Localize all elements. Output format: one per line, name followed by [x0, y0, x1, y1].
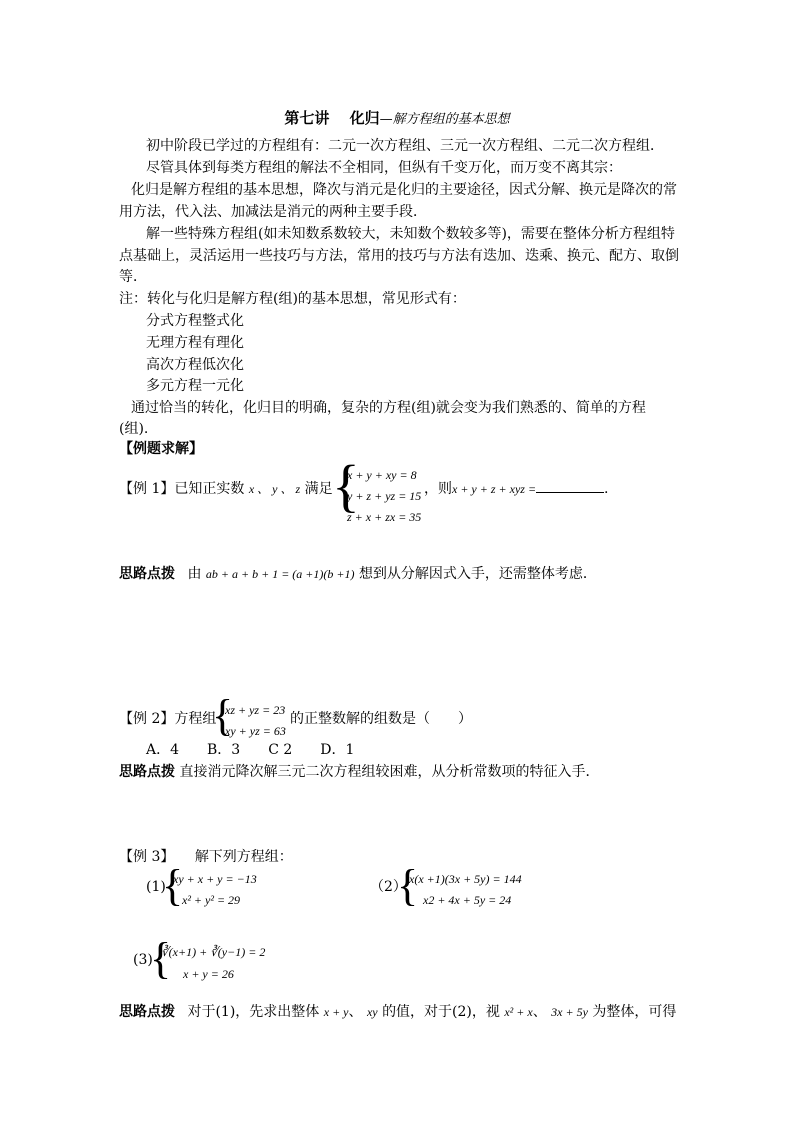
hint2-text: 直接消元降次解三元二次方程组较困难，从分析常数项的特征入手． [179, 764, 600, 780]
title-sub: —解方程组的基本思想 [379, 112, 510, 127]
ex3-p3-eq-2: x + y = 26 [183, 967, 234, 981]
intro-line-1: 初中阶段已学过的方程组有：二元一次方程组、三元一次方程组、二元二次方程组． [146, 138, 664, 154]
ex3-p2-label: （2） [370, 879, 407, 895]
hint2-label: 思路点拨 [119, 764, 175, 780]
note-item: 高次方程低次化 [146, 357, 244, 373]
ex1-target: x + y + z + xyz = [452, 482, 537, 496]
ex1-period: . [604, 481, 609, 497]
ex1-text-c: ，则 [424, 481, 452, 497]
ex2-system [225, 700, 286, 742]
hint1 [119, 563, 597, 585]
ex3-p3-brace: { [150, 934, 172, 983]
ex2-label: 【例 2】 [119, 711, 175, 727]
ex1-label: 【例 1】 [119, 481, 175, 497]
title-main: 第七讲 化归 [284, 109, 380, 127]
ex3-p2-eq-1: x(x +1)(3x + 5y) = 144 [409, 872, 522, 886]
ex3-p2-eq-2: x2 + 4x + 5y = 24 [423, 893, 512, 907]
note-item: 无理方程有理化 [146, 335, 244, 351]
hint1-label: 思路点拨 [119, 566, 175, 582]
note-tail-2: (组). [119, 421, 149, 437]
ex3-p3-eq-1: ∛(x+1) + ∛(y−1) = 2 [161, 945, 266, 959]
ex1-vars: x 、 y 、 z [248, 482, 301, 496]
hint3-text-c: 为整体，可得 [592, 1004, 677, 1020]
hint1-math: ab + a + b + 1 = (a +1)(b +1) [205, 567, 355, 581]
ex1-eq-3: z + x + zx = 35 [347, 510, 422, 524]
ex3-p1-system [173, 869, 257, 911]
hint1-text-b: 想到从分解因式入手，还需整体考虑． [358, 566, 597, 582]
hint3-math-3: x² + x [504, 1005, 533, 1019]
hint3 [119, 1001, 676, 1023]
ex3-p1-label: (1) [146, 879, 166, 895]
ex3-p3-system [161, 941, 265, 985]
ex1-text [119, 478, 333, 500]
ex3-p1-eq-1: xy + x + y = −13 [173, 872, 257, 886]
section-header: 【例题求解】 [119, 441, 203, 457]
intro-line-4: 用方法，代入法、加减法是消元的两种主要手段． [119, 204, 427, 220]
ex1-text-a: 已知正实数 [174, 481, 245, 497]
ex2-text-a: 方程组 [174, 711, 217, 727]
ex1-eq-1: x + y + xy = 8 [347, 468, 417, 482]
intro-line-6: 点基础上，灵活运用一些技巧与方法，常用的技巧与方法有迭加、迭乘、换元、配方、取倒 [119, 248, 679, 264]
ex2-text [119, 708, 216, 730]
hint3-math-4: 3x + 5y [551, 1005, 588, 1019]
ex2-text-b: 的正整数解的组数是（ ） [290, 711, 472, 727]
hint3-math-2: xy [366, 1005, 378, 1019]
ex3-p2-brace: { [397, 861, 419, 910]
hint3-sep-1: 、 [348, 1004, 363, 1020]
ex2-eq-1: xz + yz = 23 [225, 703, 286, 717]
ex2-eq-2: xy + yz = 63 [225, 724, 286, 738]
ex1-brace: { [332, 453, 360, 518]
ex1-system [347, 465, 421, 528]
note-tail-1: 通过恰当的转化，化归目的明确，复杂的方程(组)就会变为我们熟悉的、简单的方程 [131, 400, 646, 416]
ex3-p1-eq-2: x² + y² = 29 [182, 893, 241, 907]
ex3-p1-brace: { [162, 861, 184, 910]
ex3-label: 【例 3】 [119, 849, 175, 865]
intro-line-7: 等． [119, 269, 147, 285]
ex1-eq-2: y + z + yz = 15 [347, 489, 422, 503]
hint3-text-b: 的值，对于(2)，视 [382, 1004, 500, 1020]
hint2 [119, 761, 599, 783]
intro-line-3: 化归是解方程组的基本思想，降次与消元是化归的主要途径，因式分解、换元是降次的常 [131, 182, 677, 198]
page-title [0, 107, 794, 128]
answer-blank [536, 480, 604, 493]
ex3-text: 解下列方程组： [194, 849, 293, 865]
intro-line-5: 解一些特殊方程组(如未知数系数较大，未知数个数较多等)，需要在整体分析方程组特 [146, 226, 675, 242]
ex2-options: A．4 B．3 C 2 D．1 [146, 742, 355, 758]
ex1-text-b: 满足 [304, 481, 333, 497]
note-item: 多元方程一元化 [146, 378, 244, 394]
hint3-math-1: x + y [323, 1005, 349, 1019]
intro-line-2: 尽管具体到每类方程组的解法不全相同，但纵有千变万化，而万变不离其宗： [146, 160, 622, 176]
note-head: 注：转化与化归是解方程(组)的基本思想，常见形式有： [119, 291, 466, 307]
hint3-label: 思路点拨 [119, 1004, 175, 1020]
hint3-text-a: 对于(1)，先求出整体 [187, 1004, 320, 1020]
hint1-text-a: 由 [187, 566, 202, 582]
ex1-text-c-wrap [424, 478, 609, 500]
ex3-p3-label: (3) [133, 952, 153, 968]
ex3-p2-system [409, 869, 522, 911]
ex2-brace: { [212, 691, 234, 740]
ex3-head [119, 846, 293, 868]
note-item: 分式方程整式化 [146, 313, 244, 329]
hint3-sep-2: 、 [532, 1004, 547, 1020]
